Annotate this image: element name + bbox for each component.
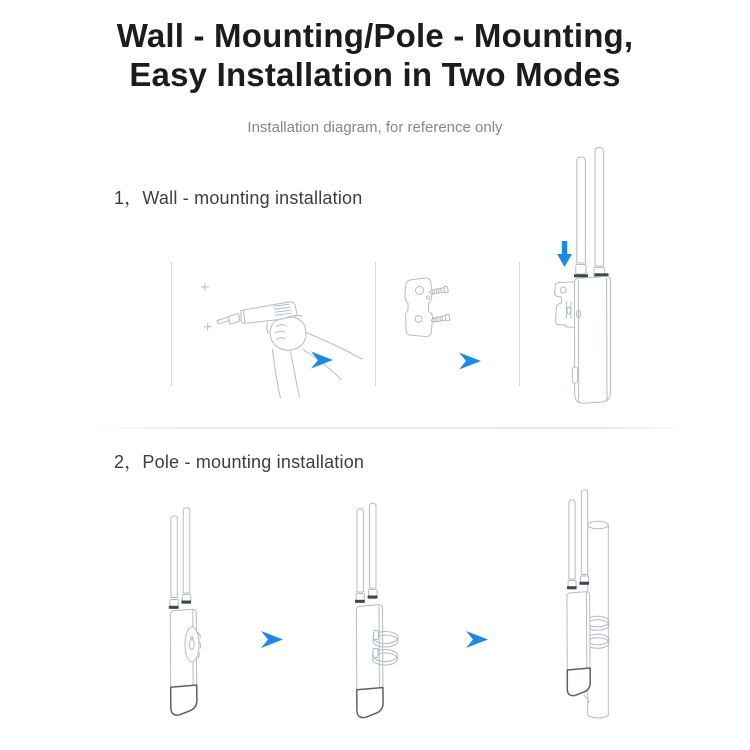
arrow-down-icon	[557, 241, 572, 267]
title-line-1: Wall - Mounting/Pole - Mounting,	[116, 17, 634, 54]
access-point-on-pole-icon	[567, 490, 609, 718]
screw-icon	[429, 286, 448, 295]
section-2-label: 2，Pole - mounting installation	[114, 452, 365, 472]
arrow-right-icon	[466, 631, 488, 648]
access-point-hose-clamps-icon	[355, 503, 398, 717]
screw-icon	[430, 314, 449, 323]
arrow-right-icon	[311, 352, 333, 369]
wall-bracket-screws-icon	[405, 278, 450, 337]
arrow-right-icon	[459, 353, 481, 370]
section-1-label: 1，Wall - mounting installation	[114, 188, 363, 208]
wall-mounting-illustration	[172, 148, 611, 404]
drill-hand-icon	[217, 302, 362, 398]
access-point-clamp-seat-icon	[169, 508, 201, 715]
access-point-on-bracket-icon	[555, 148, 611, 404]
drill-hole-marks-icon	[202, 284, 212, 331]
pole-mounting-illustration	[169, 490, 609, 718]
arrow-right-icon	[261, 631, 283, 648]
title-line-2: Easy Installation in Two Modes	[129, 56, 621, 93]
subtitle: Installation diagram, for reference only	[247, 119, 503, 136]
